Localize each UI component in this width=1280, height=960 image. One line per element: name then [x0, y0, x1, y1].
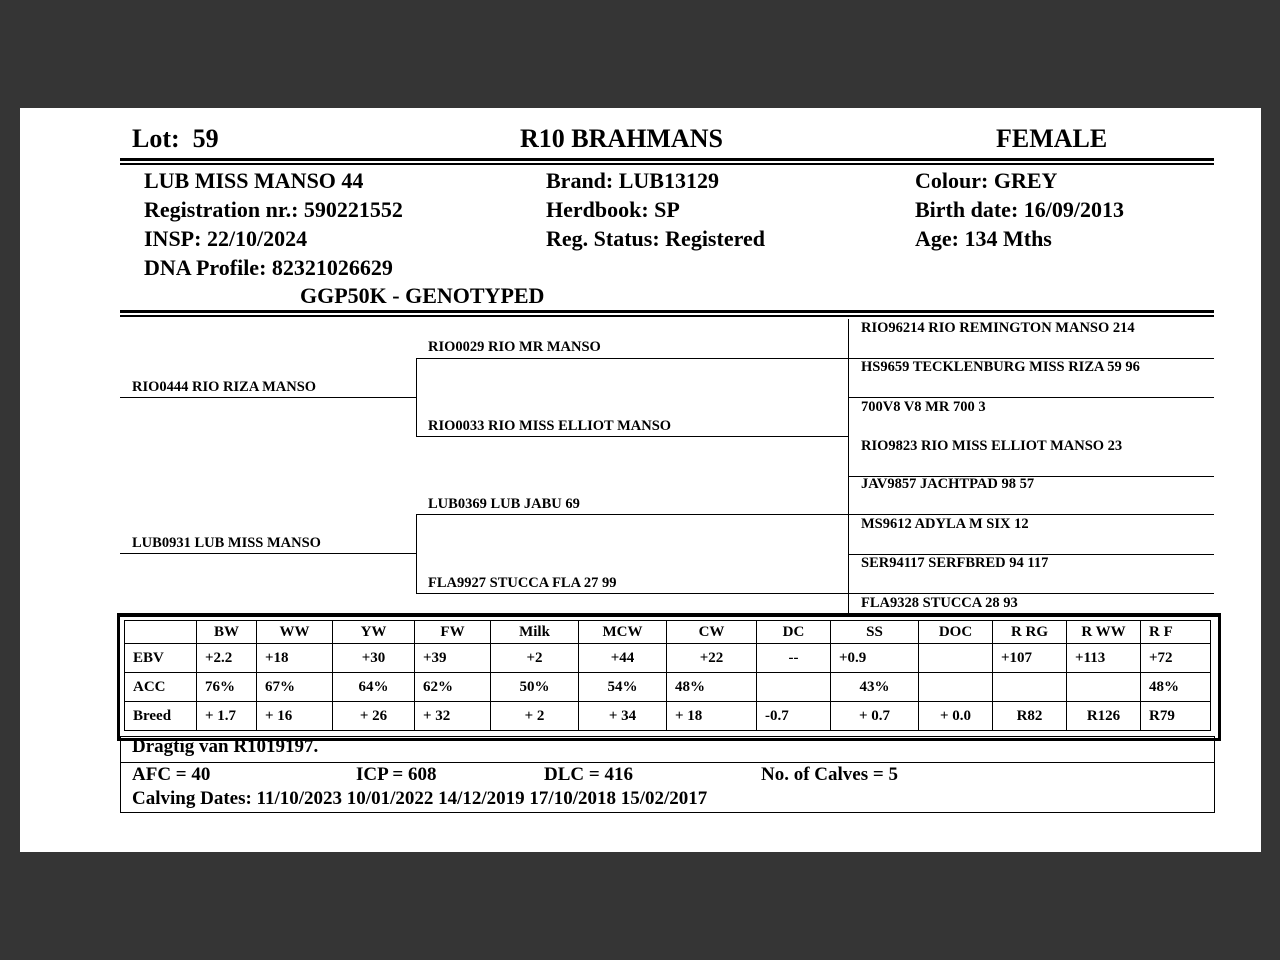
colour: Colour: GREY [915, 168, 1058, 193]
table-cell: + 0.7 [831, 702, 919, 731]
table-cell [757, 673, 831, 702]
header-cell: MCW [579, 621, 667, 644]
header-cell: CW [667, 621, 757, 644]
pedigree-ggp-4: RIO9823 RIO MISS ELLIOT MANSO 23 [861, 438, 1123, 454]
birth-date: Birth date: 16/09/2013 [915, 197, 1124, 222]
registration-status: Reg. Status: Registered [546, 226, 765, 251]
table-cell: + 18 [667, 702, 757, 731]
ped-line [848, 554, 849, 614]
header-cell: DC [757, 621, 831, 644]
row-label: EBV [125, 644, 197, 673]
ebv-header-row [125, 621, 1211, 644]
header-cell [125, 621, 197, 644]
table-cell: +18 [257, 644, 333, 673]
row-label: Breed [125, 702, 197, 731]
acc-row [125, 673, 1211, 702]
table-cell: + 32 [415, 702, 491, 731]
sex-label: FEMALE [996, 124, 1108, 153]
table-cell: +107 [993, 644, 1067, 673]
lot-card [20, 108, 1261, 852]
header-cell: SS [831, 621, 919, 644]
breeder-title: R10 BRAHMANS [520, 124, 723, 153]
ped-line [416, 593, 848, 594]
dlc-value: DLC = 416 [544, 764, 633, 785]
table-cell: + 2 [491, 702, 579, 731]
pregnancy-note: Dragtig van R1019197. [132, 736, 319, 757]
ped-line [120, 553, 416, 554]
ped-line [848, 514, 1214, 515]
table-cell: -0.7 [757, 702, 831, 731]
dna-profile: DNA Profile: 82321026629 [144, 255, 393, 280]
table-cell: + 16 [257, 702, 333, 731]
table-cell: + 0.0 [919, 702, 993, 731]
table-cell: +113 [1067, 644, 1141, 673]
table-cell: R79 [1141, 702, 1211, 731]
pedigree-dam-dam: FLA9927 STUCCA FLA 27 99 [428, 575, 617, 591]
table-cell: +22 [667, 644, 757, 673]
header-cell: YW [333, 621, 415, 644]
genotype-status: GGP50K - GENOTYPED [300, 283, 545, 308]
animal-name: LUB MISS MANSO 44 [144, 168, 364, 193]
herdbook: Herdbook: SP [546, 197, 680, 222]
ped-line [848, 398, 849, 476]
inspection-date: INSP: 22/10/2024 [144, 226, 308, 251]
ped-line [848, 397, 1214, 398]
header-cell: R RG [993, 621, 1067, 644]
afc-value: AFC = 40 [132, 764, 211, 785]
header-cell: FW [415, 621, 491, 644]
table-cell: +44 [579, 644, 667, 673]
table-cell [919, 644, 993, 673]
ped-line [416, 514, 848, 515]
pedigree-sire-sire: RIO0029 RIO MR MANSO [428, 339, 601, 355]
info-rule-2 [120, 315, 1214, 317]
icp-value: ICP = 608 [356, 764, 437, 785]
table-cell: 50% [491, 673, 579, 702]
calving-dates: Calving Dates: 11/10/2023 10/01/2022 14/12/2019 17/10/2018 15/02/2017 [132, 788, 708, 809]
table-cell: R126 [1067, 702, 1141, 731]
table-cell: +72 [1141, 644, 1211, 673]
table-cell: +39 [415, 644, 491, 673]
header-rule [120, 158, 1214, 161]
info-rule [120, 310, 1214, 313]
registration-number: Registration nr.: 590221552 [144, 197, 403, 222]
pedigree-dam-sire: LUB0369 LUB JABU 69 [428, 496, 580, 512]
table-cell: 43% [831, 673, 919, 702]
pedigree-ggp-1: RIO96214 RIO REMINGTON MANSO 214 [861, 320, 1135, 336]
table-cell: 64% [333, 673, 415, 702]
ped-line [848, 593, 1214, 594]
table-cell: 67% [257, 673, 333, 702]
table-cell: 48% [1141, 673, 1211, 702]
header-cell: R F [1141, 621, 1211, 644]
table-cell: +0.9 [831, 644, 919, 673]
table-cell: +2 [491, 644, 579, 673]
table-cell: R82 [993, 702, 1067, 731]
table-cell: 76% [197, 673, 257, 702]
ped-line [416, 358, 848, 359]
pedigree-ggp-7: SER94117 SERFBRED 94 117 [861, 555, 1049, 571]
calves-count: No. of Calves = 5 [761, 764, 898, 785]
pedigree-sire-dam: RIO0033 RIO MISS ELLIOT MANSO [428, 418, 672, 434]
header-cell: BW [197, 621, 257, 644]
notes-divider [120, 762, 1214, 763]
table-cell: +2.2 [197, 644, 257, 673]
ebv-table [124, 620, 1211, 731]
table-cell [919, 673, 993, 702]
header-cell: WW [257, 621, 333, 644]
header-cell: R WW [1067, 621, 1141, 644]
pedigree-ggp-5: JAV9857 JACHTPAD 98 57 [861, 476, 1035, 492]
age: Age: 134 Mths [915, 226, 1052, 251]
table-cell: -- [757, 644, 831, 673]
table-cell [1067, 673, 1141, 702]
pedigree-sire: RIO0444 RIO RIZA MANSO [132, 379, 317, 395]
table-cell: 54% [579, 673, 667, 702]
table-cell: 48% [667, 673, 757, 702]
ebv-row [125, 644, 1211, 673]
table-cell [993, 673, 1067, 702]
header-cell: Milk [491, 621, 579, 644]
lot-number [132, 124, 219, 154]
ped-line [416, 359, 417, 437]
table-cell: 62% [415, 673, 491, 702]
ped-line [120, 397, 416, 398]
pedigree-ggp-6: MS9612 ADYLA M SIX 12 [861, 516, 1029, 532]
brand: Brand: LUB13129 [546, 168, 719, 193]
pedigree-dam: LUB0931 LUB MISS MANSO [132, 535, 321, 551]
header-cell: DOC [919, 621, 993, 644]
pedigree-ggp-2: HS9659 TECKLENBURG MISS RIZA 59 96 [861, 359, 1140, 375]
table-cell: + 1.7 [197, 702, 257, 731]
pedigree-ggp-8: FLA9328 STUCCA 28 93 [861, 595, 1018, 611]
table-cell: + 34 [579, 702, 667, 731]
lot-value: 59 [192, 124, 219, 153]
ped-line [848, 476, 849, 554]
header-rule-2 [120, 163, 1214, 165]
pedigree-ggp-3: 700V8 V8 MR 700 3 [861, 399, 986, 415]
breed-row [125, 702, 1211, 731]
ped-line [416, 515, 417, 593]
lot-label: Lot: [132, 124, 180, 153]
table-cell: + 26 [333, 702, 415, 731]
row-label: ACC [125, 673, 197, 702]
ped-line [416, 436, 848, 437]
table-cell: +30 [333, 644, 415, 673]
